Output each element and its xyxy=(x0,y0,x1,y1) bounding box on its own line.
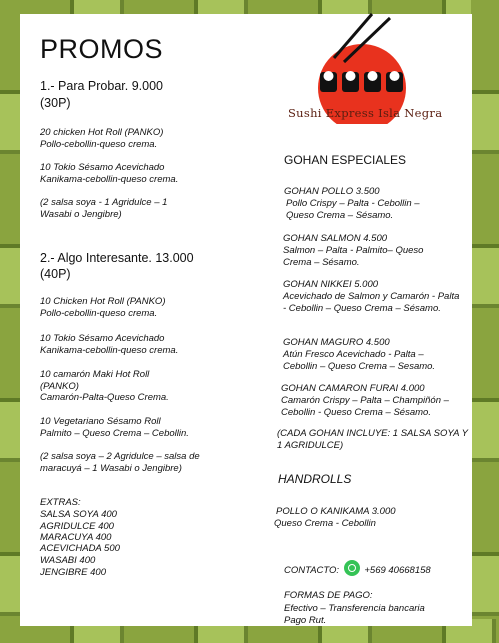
gohan-item-desc: Atún Fresco Acevichado - Palta – Cebollin – Queso Crema – Sesamo. xyxy=(283,349,436,372)
promo2-item3-desc: Camarón-Palta-Queso Crema. xyxy=(40,392,169,403)
gohan-item-name: GOHAN NIKKEI 5.000 xyxy=(283,279,379,290)
extras-item: JENGIBRE 400 xyxy=(40,567,106,578)
promo2-pieces: (40P) xyxy=(40,267,71,281)
promo1-pieces: (30P) xyxy=(40,96,71,110)
promo1-item2-desc: Kanikama-cebollin-queso crema. xyxy=(40,174,179,185)
promo1-sauces: (2 salsa soya - 1 Agridulce – 1 Wasabi o Jengibre) xyxy=(40,197,168,220)
logo-text: Sushi Express Isla Negra xyxy=(288,106,443,120)
contact-label: CONTACTO: xyxy=(284,565,340,576)
contact-row xyxy=(284,560,474,577)
gohan-item-name: GOHAN CAMARON FURAI 4.000 xyxy=(281,383,425,394)
promo1-heading: 1.- Para Probar. 9.000 xyxy=(40,79,163,93)
promo2-item3-title: 10 camarón Maki Hot Roll (PANKO) xyxy=(40,369,150,392)
handroll-item-name: POLLO O KANIKAMA 3.000 xyxy=(276,506,396,517)
gohan-item-name: GOHAN POLLO 3.500 xyxy=(284,186,380,197)
promo2-item4-desc: Palmito – Queso Crema – Cebollin. xyxy=(40,428,189,439)
handrolls-heading: HANDROLLS xyxy=(278,472,352,486)
gohan-heading: GOHAN ESPECIALES xyxy=(284,153,407,167)
extras-heading: EXTRAS: xyxy=(40,497,81,508)
gohan-item-desc: Pollo Crispy – Palta - Cebollin – Queso Crema – Sésamo. xyxy=(286,198,420,221)
promo1-item1-desc: Pollo-cebollin-queso crema. xyxy=(40,139,158,150)
payment-methods: Efectivo – Transferencia bancaria xyxy=(284,603,425,614)
contact-phone[interactable]: +569 40668158 xyxy=(364,565,431,576)
page-title: PROMOS xyxy=(40,34,164,64)
promo2-item2-desc: Kanikama-cebollin-queso crema. xyxy=(40,345,179,356)
promo2-sauces: (2 salsa soya – 2 Agridulce – salsa de maracuyá – 1 Wasabi o Jengibre) xyxy=(40,451,200,474)
extras-item: ACEVICHADA 500 xyxy=(40,543,120,554)
extras-item: SALSA SOYA 400 xyxy=(40,509,117,520)
payment-methods-2: Pago Rut. xyxy=(284,615,327,626)
extras-item: AGRIDULCE 400 xyxy=(40,521,114,532)
gohan-item-desc: Acevichado de Salmon y Camarón - Palta - Cebollin – Queso Crema – Sésamo. xyxy=(283,291,460,314)
promo2-item1-desc: Pollo-cebollin-queso crema. xyxy=(40,308,158,319)
payment-label: FORMAS DE PAGO: xyxy=(284,590,373,601)
promo2-heading: 2.- Algo Interesante. 13.000 xyxy=(40,251,194,265)
promo1-item1-title: 20 chicken Hot Roll (PANKO) xyxy=(40,127,164,138)
handroll-item-desc: Queso Crema - Cebollin xyxy=(274,518,376,529)
gohan-item-name: GOHAN MAGURO 4.500 xyxy=(283,337,390,348)
promo2-item2-title: 10 Tokio Sésamo Acevichado xyxy=(40,333,165,344)
gohan-item-desc: Salmon – Palta - Palmito– Queso Crema – Sésamo. xyxy=(283,245,424,268)
promo2-item1-title: 10 Chicken Hot Roll (PANKO) xyxy=(40,296,166,307)
whatsapp-icon xyxy=(344,560,360,576)
gohan-item-desc: Camarón Crispy – Palta – Champiñón – Cebollin - Queso Crema – Sésamo. xyxy=(281,395,449,418)
promo2-item4-title: 10 Vegetariano Sésamo Roll xyxy=(40,416,161,427)
bamboo-border-left xyxy=(0,0,22,643)
bamboo-border-right xyxy=(471,0,499,643)
extras-item: MARACUYA 400 xyxy=(40,532,112,543)
gohan-note: (CADA GOHAN INCLUYE: 1 SALSA SOYA Y 1 AGRIDULCE) xyxy=(277,428,468,451)
gohan-item-name: GOHAN SALMON 4.500 xyxy=(283,233,388,244)
extras-item: WASABI 400 xyxy=(40,555,96,566)
promo1-item2-title: 10 Tokio Sésamo Acevichado xyxy=(40,162,165,173)
